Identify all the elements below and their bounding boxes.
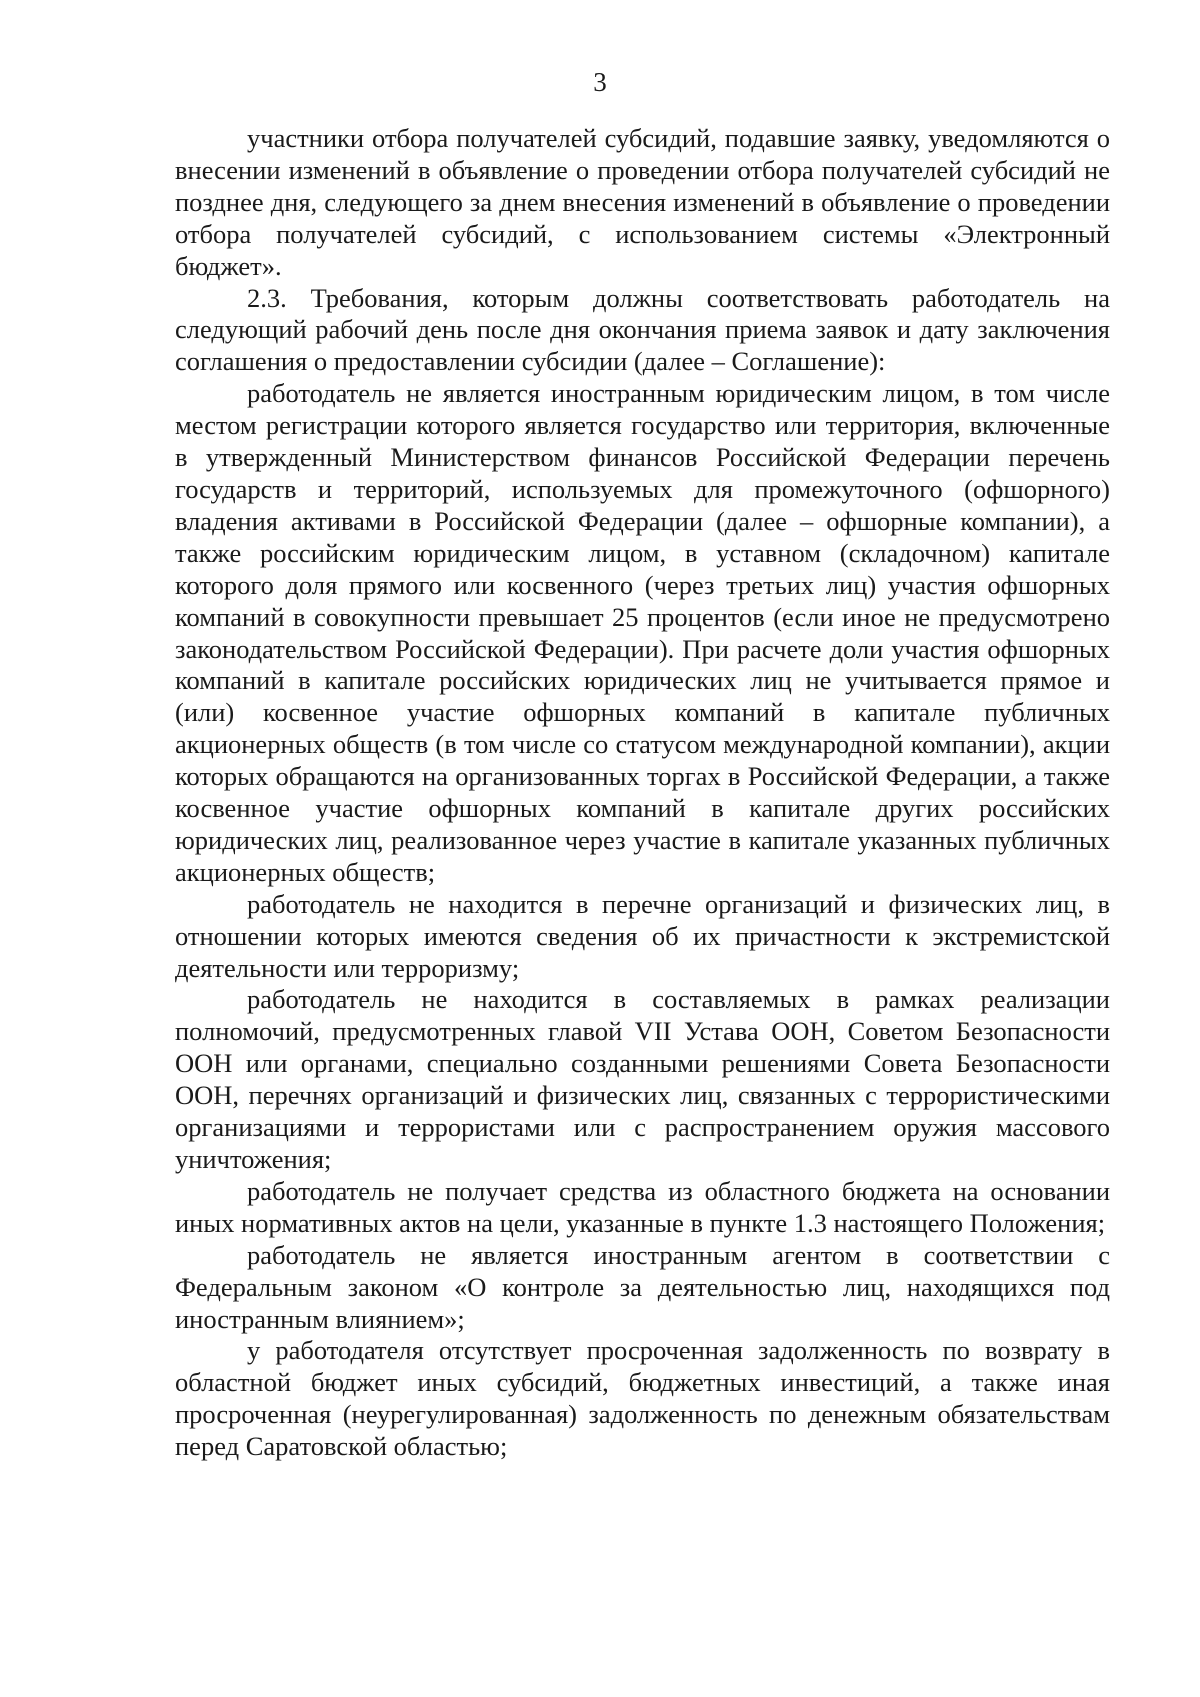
page-number: 3 [593, 67, 607, 97]
paragraph-not-foreign-entity: работодатель не является иностранным юридическим лицом, в том числе местом регистрации которого является государство или территория, включенные в утвержденный Министерством финансов Российской Федерации перечень государств и территорий, используемых для промежуточного (офшорного) владения активами в Российской Федерации (далее – офшорные компании), а также российским юридическим лицом, в уставном (складочном) капитале которого доля прямого или косвенного (через третьих лиц) участия офшорных компаний в совокупности превышает 25 процентов (если иное не предусмотрено законодательством Российской Федерации). При расчете доли участия офшорных компаний в капитале российских юридических лиц не учитывается прямое и (или) косвенное участие офшорных компаний в капитале публичных акционерных обществ (в том числе со статусом международной компании), акции которых обращаются на организованных торгах в Российской Федерации, а также косвенное участие офшорных компаний в капитале других российских юридических лиц, реализованное через участие в капитале указанных публичных акционерных обществ; [175, 378, 1110, 887]
paragraph-requirements-2-3: 2.3. Требования, которым должны соответствовать работодатель на следующий рабочий день после дня окончания приема заявок и дату заключения соглашения о предоставлении субсидии (далее – Соглашение): [175, 282, 1110, 377]
paragraph-not-un-list: работодатель не находится в составляемых в рамках реализации полномочий, предусмотренных главой VII Устава ООН, Советом Безопасности ООН или органами, специально созданными решениями Совета Безопасности ООН, перечнях организаций и физических лиц, связанных с террористическими организациями и террористами или с распространением оружия массового уничтожения; [175, 984, 1110, 1174]
paragraph-notification: участники отбора получателей субсидий, подавшие заявку, уведомляются о внесении изменений в объявление о проведении отбора получателей субсидий не позднее дня, следующего за днем внесения изменений в объявление о проведении отбора получателей субсидий, с использованием системы «Электронный бюджет». [175, 123, 1110, 281]
paragraph-no-overdue-debt: у работодателя отсутствует просроченная задолженность по возврату в областной бюджет иных субсидий, бюджетных инвестиций, а также иная просроченная (неурегулированная) задолженность по денежным обязательствам перед Саратовской областью; [175, 1335, 1110, 1462]
paragraph-not-extremist-list: работодатель не находится в перечне организаций и физических лиц, в отношении которых имеются сведения об их причастности к экстремистской деятельности или терроризму; [175, 888, 1110, 983]
paragraph-no-other-funds: работодатель не получает средства из областного бюджета на основании иных нормативных актов на цели, указанные в пункте 1.3 настоящего Положения; [175, 1175, 1110, 1238]
paragraph-not-foreign-agent: работодатель не является иностранным агентом в соответствии с Федеральным законом «О контроле за деятельностью лиц, находящихся под иностранным влиянием»; [175, 1239, 1110, 1334]
document-body [175, 123, 1110, 1463]
